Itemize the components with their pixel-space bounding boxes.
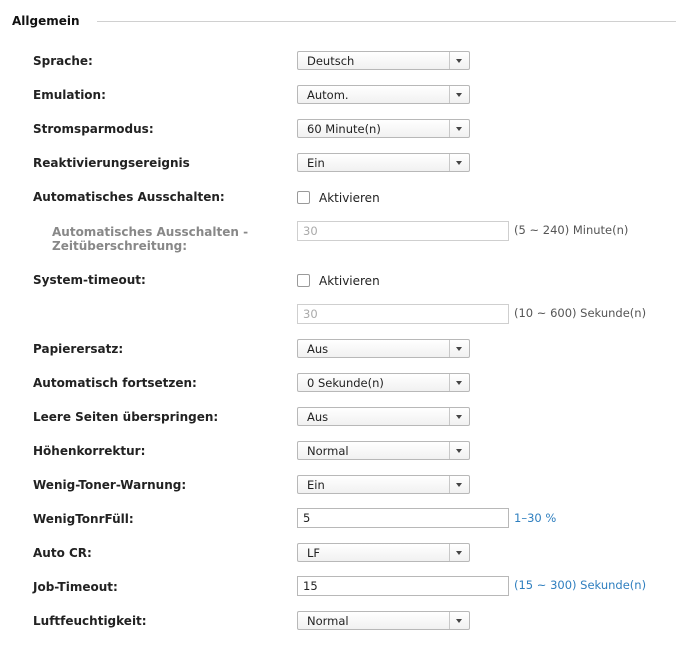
stromsparmodus-value: 60 Minute(n) bbox=[307, 122, 381, 136]
luftfeuchtigkeit-label: Luftfeuchtigkeit: bbox=[33, 614, 147, 628]
toner-warnung-value: Ein bbox=[307, 478, 325, 492]
section-divider bbox=[97, 21, 676, 22]
chevron-down-icon bbox=[449, 442, 469, 459]
hoehenkorrektur-select[interactable] bbox=[297, 441, 470, 460]
stromsparmodus-label: Stromsparmodus: bbox=[33, 122, 154, 136]
chevron-down-icon bbox=[449, 408, 469, 425]
chevron-down-icon bbox=[449, 374, 469, 391]
leere-seiten-value: Aus bbox=[307, 410, 329, 424]
toner-fuell-range: 1–30 % bbox=[514, 511, 557, 525]
chevron-down-icon bbox=[449, 86, 469, 103]
luftfeuchtigkeit-select[interactable] bbox=[297, 611, 470, 630]
system-timeout-checkbox[interactable] bbox=[297, 274, 310, 287]
hoehenkorrektur-label: Höhenkorrektur: bbox=[33, 444, 146, 458]
stromsparmodus-select[interactable] bbox=[297, 119, 470, 138]
auto-cr-select[interactable] bbox=[297, 543, 470, 562]
auto-aus-checkbox[interactable] bbox=[297, 191, 310, 204]
auto-aus-timeout-input[interactable]: 30 bbox=[297, 221, 509, 241]
toner-fuell-input[interactable]: 5 bbox=[297, 508, 509, 528]
chevron-down-icon bbox=[449, 612, 469, 629]
reaktivierung-select[interactable] bbox=[297, 153, 470, 172]
auto-cr-label: Auto CR: bbox=[33, 546, 92, 560]
reaktivierung-label: Reaktivierungsereignis bbox=[33, 156, 190, 170]
emulation-label: Emulation: bbox=[33, 88, 106, 102]
auto-fortsetzen-select[interactable] bbox=[297, 373, 470, 392]
chevron-down-icon bbox=[449, 120, 469, 137]
chevron-down-icon bbox=[449, 476, 469, 493]
auto-aus-checkbox-label[interactable]: Aktivieren bbox=[319, 191, 380, 205]
toner-fuell-label: WenigTonrFüll: bbox=[33, 512, 134, 526]
section-header bbox=[12, 14, 676, 30]
system-timeout-checkbox-label[interactable]: Aktivieren bbox=[319, 274, 380, 288]
chevron-down-icon bbox=[449, 340, 469, 357]
luftfeuchtigkeit-value: Normal bbox=[307, 614, 349, 628]
system-timeout-input[interactable]: 30 bbox=[297, 304, 509, 324]
section-title: Allgemein bbox=[12, 14, 80, 28]
chevron-down-icon bbox=[449, 154, 469, 171]
job-timeout-range: (15 ~ 300) Sekunde(n) bbox=[514, 578, 647, 592]
sprache-select[interactable] bbox=[297, 51, 470, 70]
auto-aus-label: Automatisches Ausschalten: bbox=[33, 190, 225, 204]
hoehenkorrektur-value: Normal bbox=[307, 444, 349, 458]
chevron-down-icon bbox=[449, 52, 469, 69]
system-timeout-range: (10 ~ 600) Sekunde(n) bbox=[514, 306, 647, 320]
chevron-down-icon bbox=[449, 544, 469, 561]
emulation-value: Autom. bbox=[307, 88, 349, 102]
system-timeout-label: System-timeout: bbox=[33, 273, 146, 287]
sprache-label: Sprache: bbox=[33, 54, 93, 68]
papierersatz-select[interactable] bbox=[297, 339, 470, 358]
auto-cr-value: LF bbox=[307, 546, 321, 560]
auto-fortsetzen-value: 0 Sekunde(n) bbox=[307, 376, 384, 390]
leere-seiten-select[interactable] bbox=[297, 407, 470, 426]
papierersatz-label: Papierersatz: bbox=[33, 342, 124, 356]
auto-aus-timeout-range: (5 ~ 240) Minute(n) bbox=[514, 223, 629, 237]
emulation-select[interactable] bbox=[297, 85, 470, 104]
toner-warnung-label: Wenig-Toner-Warnung: bbox=[33, 478, 187, 492]
sprache-value: Deutsch bbox=[307, 54, 355, 68]
toner-warnung-select[interactable] bbox=[297, 475, 470, 494]
auto-aus-timeout-label-1: Automatisches Ausschalten - bbox=[52, 225, 249, 239]
leere-seiten-label: Leere Seiten überspringen: bbox=[33, 410, 219, 424]
job-timeout-label: Job-Timeout: bbox=[33, 580, 118, 594]
reaktivierung-value: Ein bbox=[307, 156, 325, 170]
papierersatz-value: Aus bbox=[307, 342, 329, 356]
auto-fortsetzen-label: Automatisch fortsetzen: bbox=[33, 376, 197, 390]
job-timeout-input[interactable]: 15 bbox=[297, 576, 509, 596]
auto-aus-timeout-label-2: Zeitüberschreitung: bbox=[52, 239, 188, 253]
